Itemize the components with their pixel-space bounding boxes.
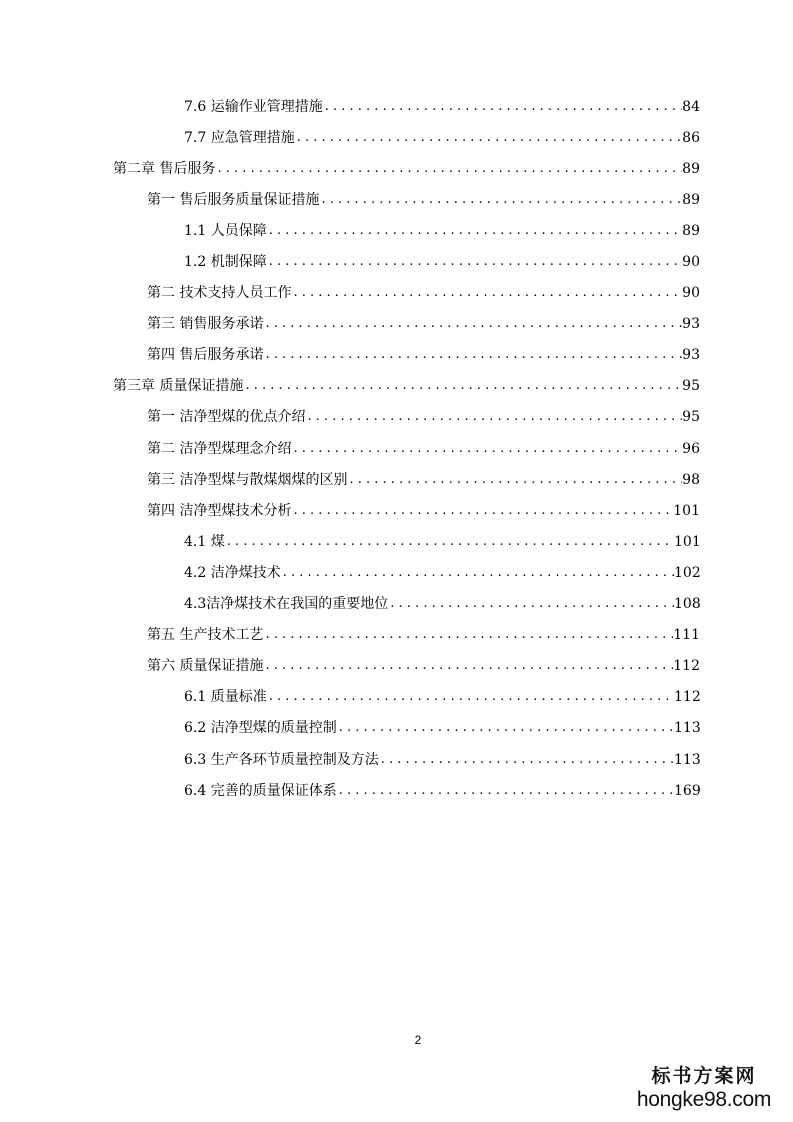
toc-entry[interactable] bbox=[0, 557, 700, 588]
toc-entry[interactable] bbox=[0, 278, 700, 309]
toc-entry-page: 111 bbox=[673, 627, 700, 644]
dot-leader bbox=[269, 689, 674, 705]
page-number: 2 bbox=[414, 1033, 422, 1047]
toc-entry-page: 113 bbox=[674, 720, 701, 737]
dot-leader bbox=[293, 285, 682, 301]
toc-entry-title: 第二 洁净型煤理念介绍 bbox=[147, 440, 292, 457]
dot-leader bbox=[381, 752, 674, 768]
dot-leader bbox=[283, 565, 674, 581]
table-of-contents bbox=[0, 91, 793, 806]
toc-entry-title: 4.2 洁净煤技术 bbox=[184, 564, 281, 581]
toc-entry-page: 169 bbox=[674, 782, 701, 799]
toc-entry-title: 6.4 完善的质量保证体系 bbox=[184, 782, 337, 799]
toc-entry[interactable] bbox=[0, 122, 700, 153]
toc-entry[interactable] bbox=[0, 153, 700, 184]
dot-leader bbox=[339, 720, 674, 736]
toc-entry-title: 第四 售后服务承诺 bbox=[147, 347, 264, 364]
dot-leader bbox=[325, 99, 682, 115]
dot-leader bbox=[269, 254, 682, 270]
toc-entry-page: 93 bbox=[682, 316, 700, 333]
dot-leader bbox=[321, 192, 682, 208]
dot-leader bbox=[269, 223, 682, 239]
toc-entry-title: 第五 生产技术工艺 bbox=[147, 627, 264, 644]
toc-entry[interactable] bbox=[0, 526, 700, 557]
toc-entry-title: 第四 洁净型煤技术分析 bbox=[147, 502, 292, 519]
toc-entry-page: 89 bbox=[682, 191, 700, 208]
toc-entry-title: 第三 洁净型煤与散煤烟煤的区别 bbox=[147, 471, 348, 488]
toc-entry-title: 第二章 售后服务 bbox=[113, 160, 216, 177]
toc-entry-page: 96 bbox=[682, 440, 700, 457]
dot-leader bbox=[293, 441, 682, 457]
toc-entry-title: 6.1 质量标准 bbox=[184, 689, 267, 706]
dot-leader bbox=[217, 161, 682, 177]
toc-entry-title: 第六 质量保证措施 bbox=[147, 658, 264, 675]
toc-entry-title: 6.3 生产各环节质量控制及方法 bbox=[184, 751, 379, 768]
toc-entry[interactable] bbox=[0, 309, 700, 340]
toc-entry-title: 1.1 人员保障 bbox=[184, 222, 267, 239]
toc-entry-page: 101 bbox=[673, 502, 700, 519]
watermark-url: hongke98.com bbox=[636, 1088, 772, 1111]
toc-entry[interactable] bbox=[0, 589, 700, 620]
dot-leader bbox=[265, 347, 682, 363]
toc-entry[interactable] bbox=[0, 246, 700, 277]
toc-entry[interactable] bbox=[0, 340, 700, 371]
toc-entry-page: 95 bbox=[682, 409, 700, 426]
toc-entry-page: 101 bbox=[674, 533, 701, 550]
dot-leader bbox=[265, 627, 673, 643]
toc-entry-title: 第一 洁净型煤的优点介绍 bbox=[147, 409, 306, 426]
toc-entry-title: 4.1 煤 bbox=[184, 533, 225, 550]
toc-entry-title: 1.2 机制保障 bbox=[184, 254, 267, 271]
toc-entry-title: 6.2 洁净型煤的质量控制 bbox=[184, 720, 337, 737]
toc-entry[interactable] bbox=[0, 371, 700, 402]
toc-entry[interactable] bbox=[0, 713, 700, 744]
dot-leader bbox=[339, 783, 674, 799]
toc-entry-title: 4.3洁净煤技术在我国的重要地位 bbox=[184, 596, 389, 613]
dot-leader bbox=[307, 409, 682, 425]
toc-entry-title: 7.6 运输作业管理措施 bbox=[184, 98, 323, 115]
toc-entry-title: 第三 销售服务承诺 bbox=[147, 316, 264, 333]
toc-entry-page: 86 bbox=[682, 129, 700, 146]
toc-entry-page: 84 bbox=[682, 98, 700, 115]
toc-entry-title: 第一 售后服务质量保证措施 bbox=[147, 191, 320, 208]
toc-entry[interactable] bbox=[0, 464, 700, 495]
dot-leader bbox=[297, 130, 682, 146]
toc-entry[interactable] bbox=[0, 651, 700, 682]
watermark-title: 标书方案网 bbox=[651, 1065, 757, 1087]
toc-entry-page: 108 bbox=[674, 596, 701, 613]
toc-entry-title: 第三章 质量保证措施 bbox=[113, 378, 244, 395]
dot-leader bbox=[390, 596, 674, 612]
toc-entry[interactable] bbox=[0, 775, 700, 806]
toc-entry-page: 89 bbox=[682, 160, 700, 177]
toc-entry-page: 98 bbox=[682, 471, 700, 488]
toc-entry[interactable] bbox=[0, 433, 700, 464]
toc-entry[interactable] bbox=[0, 402, 700, 433]
toc-entry-page: 112 bbox=[674, 689, 701, 706]
dot-leader bbox=[265, 658, 673, 674]
toc-entry-page: 102 bbox=[674, 564, 701, 581]
toc-entry[interactable] bbox=[0, 91, 700, 122]
toc-entry[interactable] bbox=[0, 620, 700, 651]
toc-entry[interactable] bbox=[0, 744, 700, 775]
toc-entry-title: 第二 技术支持人员工作 bbox=[147, 285, 292, 302]
toc-entry-page: 89 bbox=[682, 222, 700, 239]
dot-leader bbox=[349, 472, 682, 488]
toc-entry[interactable] bbox=[0, 495, 700, 526]
dot-leader bbox=[265, 316, 682, 332]
toc-entry-page: 93 bbox=[682, 347, 700, 364]
watermark-logo bbox=[629, 1064, 779, 1112]
toc-entry[interactable] bbox=[0, 215, 700, 246]
toc-entry-page: 90 bbox=[682, 285, 700, 302]
toc-entry[interactable] bbox=[0, 184, 700, 215]
toc-entry-page: 95 bbox=[682, 378, 700, 395]
dot-leader bbox=[245, 378, 682, 394]
dot-leader bbox=[293, 503, 673, 519]
toc-entry-page: 90 bbox=[682, 254, 700, 271]
dot-leader bbox=[227, 534, 674, 550]
toc-entry-page: 113 bbox=[674, 751, 701, 768]
toc-entry-page: 112 bbox=[673, 658, 700, 675]
toc-entry[interactable] bbox=[0, 682, 700, 713]
toc-entry-title: 7.7 应急管理措施 bbox=[184, 129, 295, 146]
